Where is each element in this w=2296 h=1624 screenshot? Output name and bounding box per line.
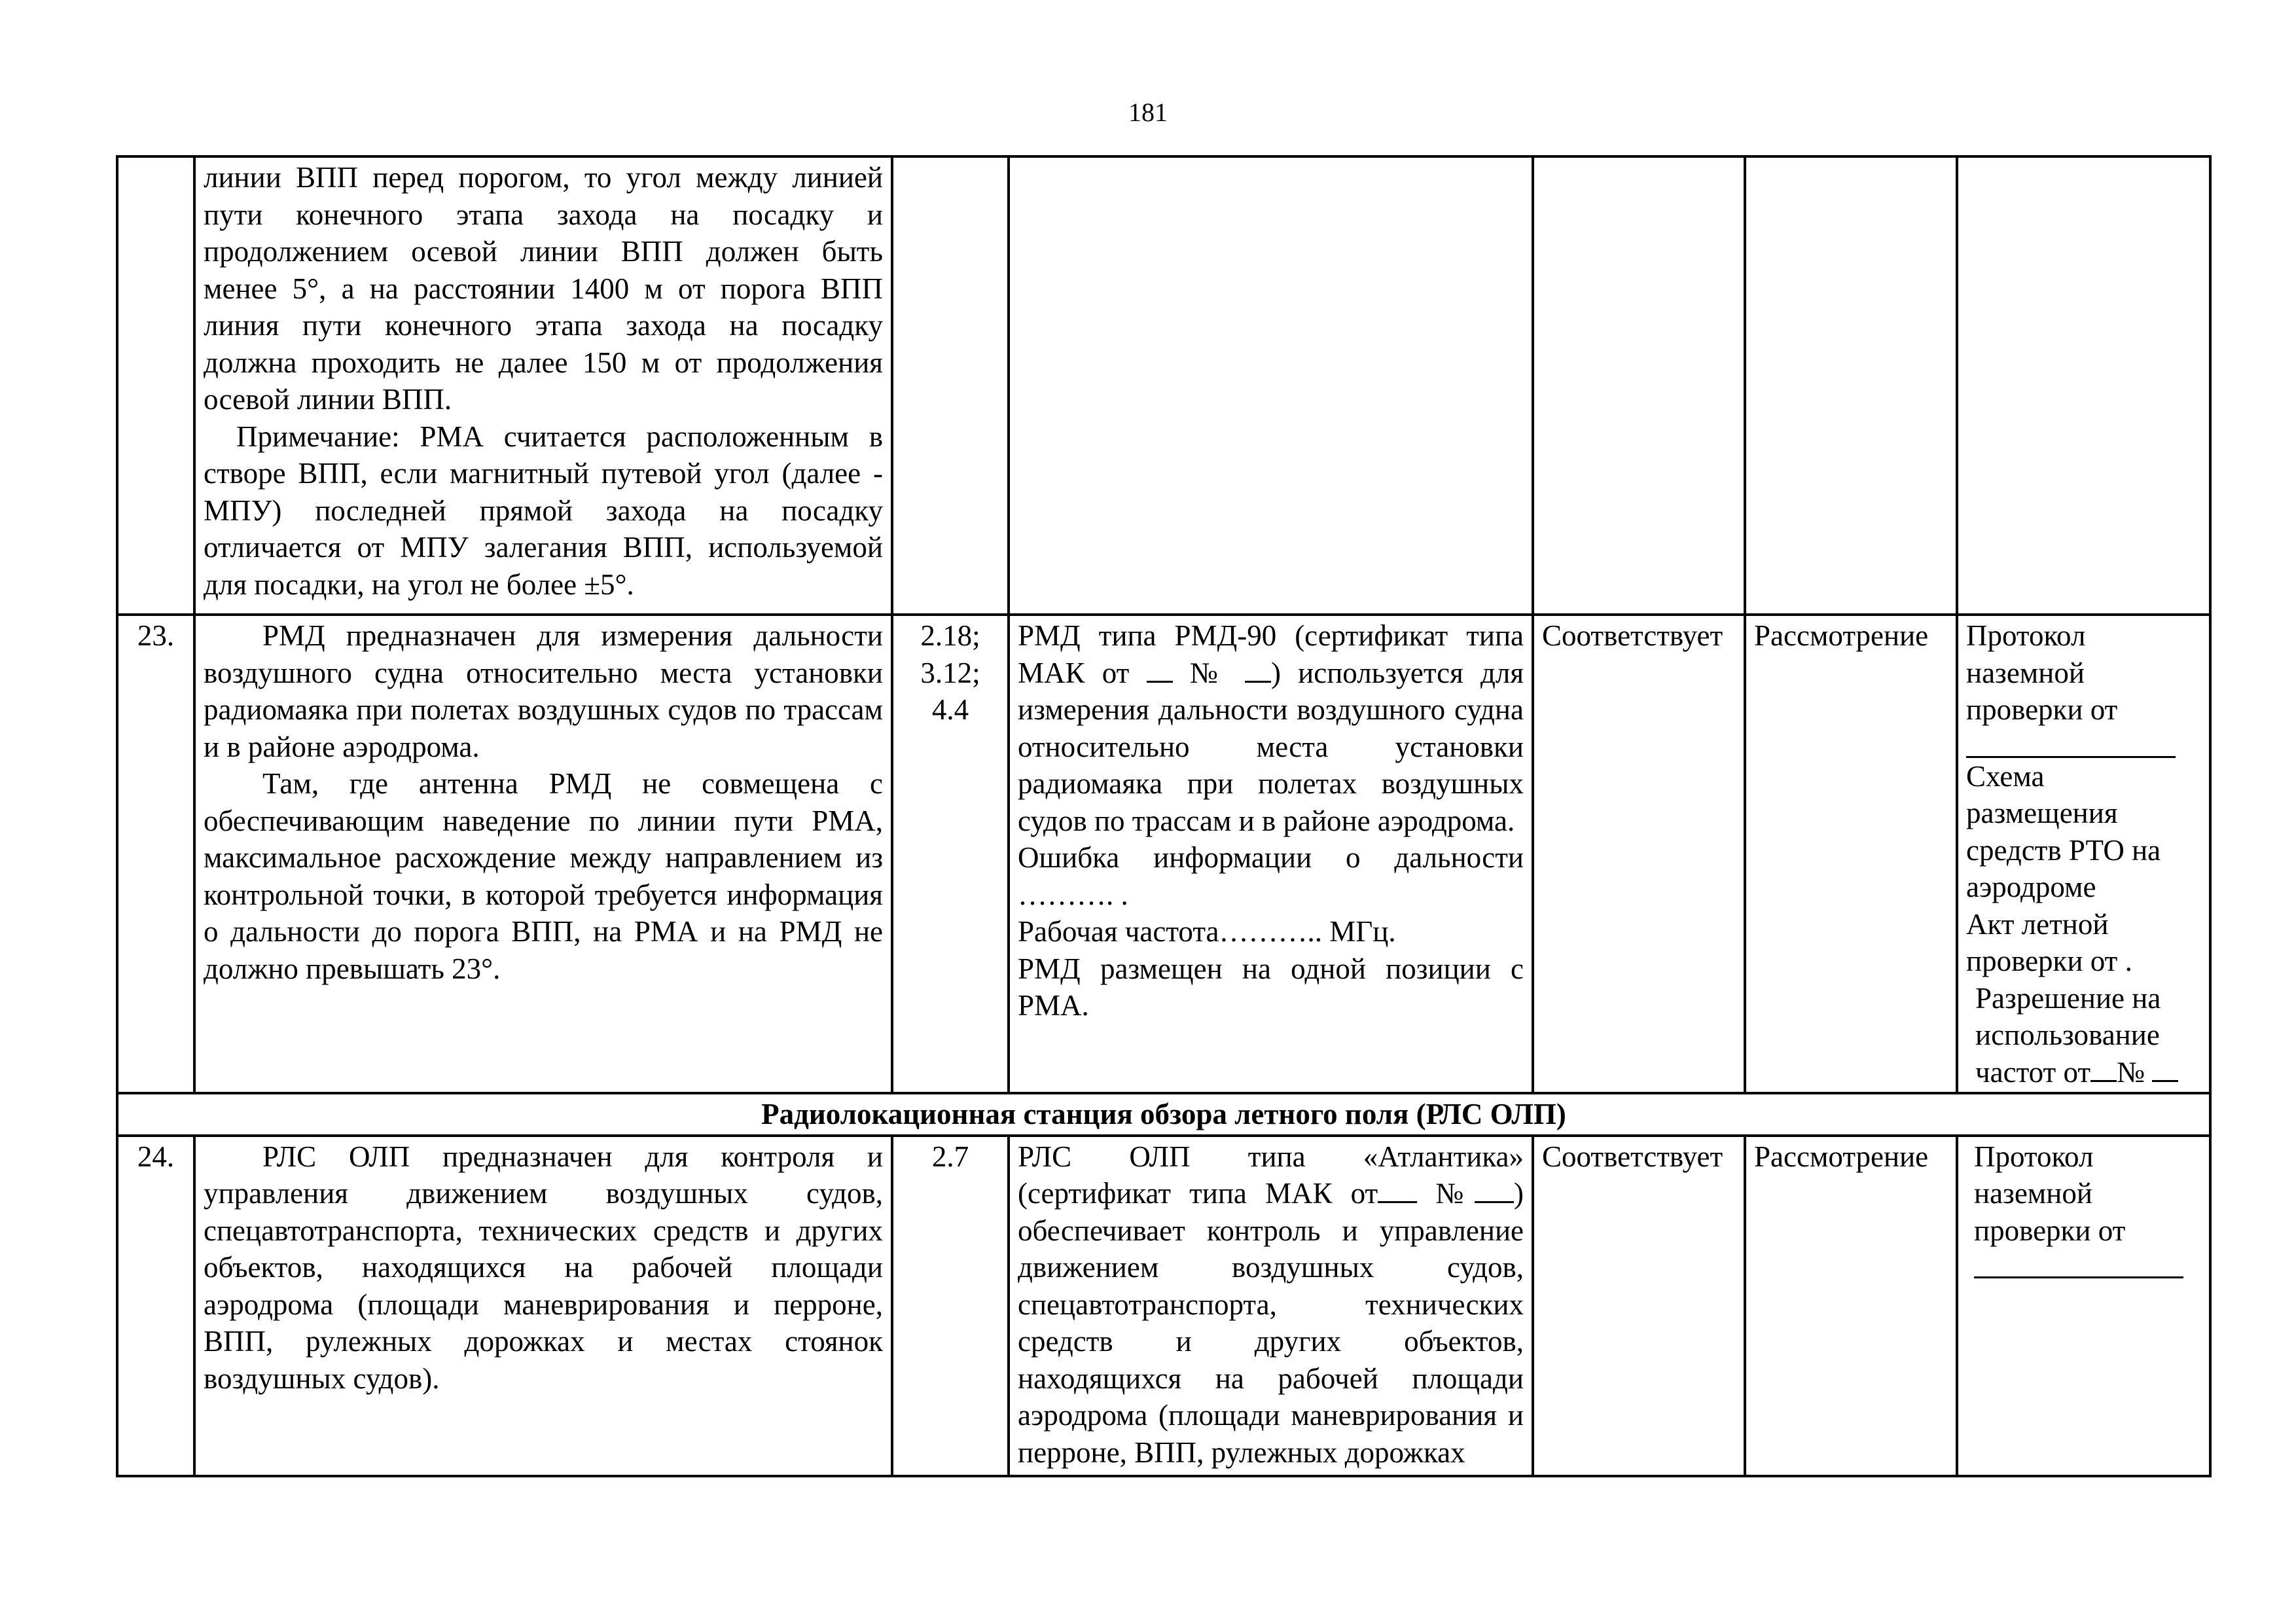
blank-underline	[1475, 1201, 1514, 1203]
blank-underline	[1966, 731, 2176, 758]
cell-requirement	[194, 156, 892, 615]
description-text	[1018, 1138, 1524, 1471]
doc-item	[1966, 980, 2201, 1091]
text-fragment: ) обеспечивает контроль и управление движением воздушных судов, спецавтотранспорта, технических средств и других объектов, находящихся на рабочей площади аэродрома (площади маневрирования и перроне, ВПП, рулежных дорожках	[1018, 1177, 1524, 1469]
cell-description	[1009, 156, 1533, 615]
cell-method: Рассмотрение	[1745, 1136, 1957, 1476]
cell-number: 23.	[117, 615, 194, 1093]
doc-item	[1966, 617, 2201, 758]
cell-status	[1533, 156, 1745, 615]
blank-underline	[1245, 681, 1271, 683]
cell-description	[1009, 615, 1533, 1093]
doc-item	[1974, 1138, 2201, 1279]
cell-number: 24.	[117, 1136, 194, 1476]
doc-item: Схема размещения средств РТО на аэродроме	[1966, 759, 2161, 903]
text-fragment: №	[1435, 1177, 1475, 1210]
blank-underline	[1147, 681, 1173, 683]
blank-underline	[1378, 1201, 1417, 1203]
doc-item	[1966, 906, 2201, 980]
requirement-text: РЛС ОЛП предназначен для контроля и управления движением воздушных судов, спецавтотранспорта, технических средств и других объектов, находящихся на рабочей площади аэродрома (площади маневрирования и перроне, ВПП, рулежных дорожках и местах стоянок воздушных судов).	[204, 1140, 883, 1395]
cell-ref	[892, 156, 1009, 615]
text-fragment: РМД типа РМД-90 (сертификат типа МАК от	[1018, 619, 1524, 689]
cell-status: Соответствует	[1533, 615, 1745, 1093]
cell-status: Соответствует	[1533, 1136, 1745, 1476]
description-text: Ошибка информации о дальности ………. .	[1018, 841, 1524, 911]
cell-docs	[1957, 615, 2210, 1093]
section-title: Радиолокационная станция обзора летного поля (РЛС ОЛП)	[117, 1093, 2210, 1136]
blank-underline	[1974, 1252, 2183, 1278]
description-text: РМД размещен на одной позиции с РМА.	[1018, 952, 1524, 1022]
table-row-23	[117, 615, 2210, 1093]
text-fragment: №	[2117, 1055, 2145, 1089]
requirement-text: Там, где антенна РМД не совмещена с обеспечивающим наведение по линии пути РМА, максимальное расхождение между направлением из контрольной точки, в которой требуется информация о дальности до порога ВПП, на РМА и на РМД не должно превышать 23°.	[204, 767, 883, 985]
requirement-text: РМД предназначен для измерения дальности воздушного судна относительно места установки радиомаяка при полетах воздушных судов по трассам и в районе аэродрома.	[204, 619, 883, 763]
cell-number	[117, 156, 194, 615]
text-fragment: Разрешение на использование частот от	[1975, 981, 2161, 1089]
requirements-table	[116, 155, 2212, 1477]
text-fragment: .	[2125, 945, 2132, 977]
cell-docs	[1957, 156, 2210, 615]
table-row-24	[117, 1136, 2210, 1476]
cell-ref	[892, 615, 1009, 1093]
blank-underline	[2090, 1080, 2117, 1082]
description-text	[1018, 617, 1524, 839]
ref-item: 2.18;	[920, 619, 980, 652]
page-number: 181	[1128, 98, 1168, 127]
cell-requirement	[194, 1136, 892, 1476]
ref-item: 4.4	[931, 693, 969, 726]
text-fragment: РЛС ОЛП типа «Атлантика» (сертификат типа МАК от	[1018, 1140, 1524, 1210]
cell-docs	[1957, 1136, 2210, 1476]
cell-requirement	[194, 615, 892, 1093]
cell-description	[1009, 1136, 1533, 1476]
text-fragment: Протокол наземной проверки от	[1966, 619, 2118, 726]
text-fragment: Акт летной проверки от	[1966, 907, 2118, 977]
requirement-note: Примечание: РМА считается расположенным в створе ВПП, если магнитный путевой угол (далее - МПУ) последней прямой захода на посадку отличается от МПУ залегания ВПП, используемой для посадки, на угол не более ±5°.	[204, 420, 883, 601]
text-fragment: ) используется для измерения дальности воздушного судна относительно места установки радиомаяка при полетах воздушных судов по трассам и в районе аэродрома.	[1018, 656, 1524, 837]
cell-method	[1745, 156, 1957, 615]
text-fragment: №	[1189, 656, 1228, 689]
table-row-continuation	[117, 156, 2210, 615]
description-text: Рабочая частота……….. МГц.	[1018, 915, 1396, 948]
cell-ref: 2.7	[892, 1136, 1009, 1476]
requirement-text: линии ВПП перед порогом, то угол между линией пути конечного этапа захода на посадку и продолжением осевой линии ВПП должен быть менее 5°, а на расстоянии 1400 м от порога ВПП линия пути конечного этапа захода на посадку должна проходить не далее 150 м от продолжения осевой линии ВПП.	[204, 161, 883, 416]
blank-underline	[2152, 1080, 2178, 1082]
ref-item: 3.12;	[920, 656, 980, 689]
cell-method: Рассмотрение	[1745, 615, 1957, 1093]
section-row	[117, 1093, 2210, 1136]
text-fragment: Протокол наземной проверки от	[1974, 1140, 2126, 1247]
